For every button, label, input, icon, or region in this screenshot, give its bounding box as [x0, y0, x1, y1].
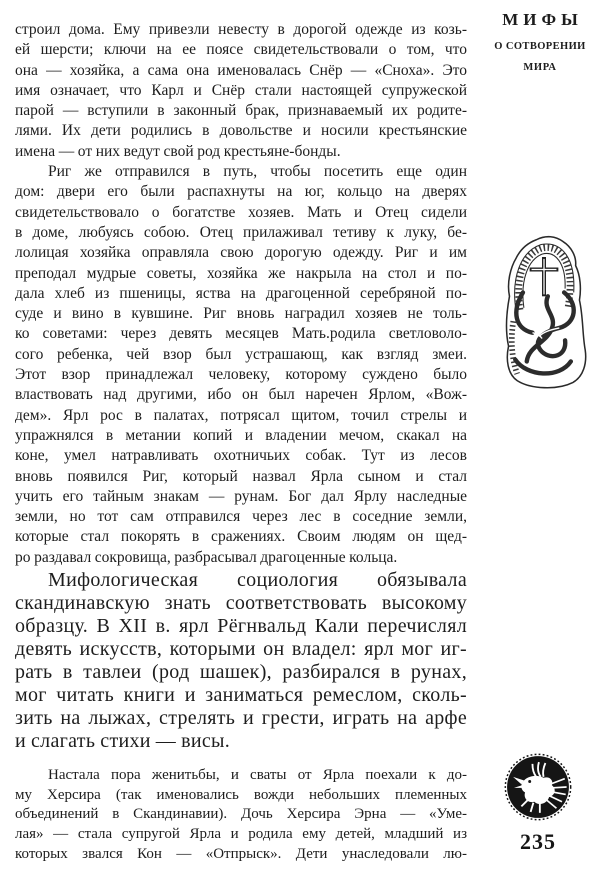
- text-line: сого ребенка, чей взор был устрашающ, как взгляд змеи.: [15, 345, 467, 363]
- text-line: и слагать стихи — висы.: [15, 730, 231, 753]
- text-line: дем». Ярл рос в палатах, потрясал щитом, точил стрелы и: [15, 406, 467, 424]
- running-head-subtitle-1: О СОТВОРЕНИИ: [494, 41, 586, 52]
- text-line: которых звался Кон — «Отпрыск». Дети унаследовали лю-: [15, 845, 467, 862]
- text-line: она — хозяйка, а сама она именовалась Снёр — «Сноха». Это: [15, 61, 467, 79]
- text-line: имена — от них ведут свой род крестьяне-бонды.: [15, 142, 341, 160]
- page-number: 235: [520, 829, 556, 854]
- paragraph-1: [15, 20, 467, 162]
- text-line: Мифологическая социология обязывала: [48, 569, 467, 592]
- text-line: дом: двери его были распахнуты на юг, кольцо на дверях: [15, 183, 467, 201]
- text-line: Настала пора женитьбы, и сваты от Ярла поехали к до-: [48, 767, 467, 784]
- text-line: ко советами: через девять месяцев Мать.родила светловоло-: [15, 325, 467, 343]
- text-line: лями. Их дети родились в довольстве и носили крестьянские: [15, 122, 467, 140]
- running-head-title: МИФЫ: [502, 10, 583, 29]
- text-line: упражнялся в метании копий и владении мечом, скакал на: [15, 426, 467, 444]
- text-line: лолицая хозяйка оправляла свою дорогую одежду. Риг и им: [15, 244, 467, 262]
- text-line: земли, но тот сам отправился через лес в соседние земли,: [15, 508, 467, 526]
- text-line: имя означает, что Карл и Снёр стали настоящей супружеской: [15, 81, 467, 99]
- text-line: коне, умел натравливать охотничьих собак. Тут из лесов: [15, 447, 467, 465]
- text-line: парой — вступили в законный брак, признаваемый их родите-: [15, 102, 467, 120]
- text-line: суде и вино в кувшине. Риг вновь наградил хозяев не толь-: [15, 305, 467, 323]
- text-line: объединений в Скандинавии). Дочь Херсира Эрна — «Уме-: [15, 806, 467, 823]
- text-line: рать в тавлеи (род шашек), разбирался в рунах,: [15, 661, 467, 684]
- paragraph-4: [15, 766, 467, 865]
- text-line: свидетельствовало о богатстве хозяев. Мать и Отец сидели: [15, 203, 467, 221]
- text-line: ро раздавал сокровища, разбрасывал драгоценные кольца.: [15, 548, 398, 566]
- text-line: преподал мудрые советы, хозяйка же накрыла на стол и по-: [15, 264, 467, 282]
- paragraph-3: [15, 569, 467, 753]
- text-line: зить на лыжах, стрелять и грести, играть на арфе: [15, 707, 467, 730]
- publisher-bird-emblem-icon: [502, 751, 574, 823]
- main-text: [15, 20, 467, 865]
- text-line: скандинавскую знать соответствовать высокому: [15, 592, 467, 615]
- text-line: дала хлеб из пшеницы, яства на драгоценной серебряной по-: [15, 284, 467, 302]
- text-line: властвовать над другими, ибо он был наречен Ярлом, «Вож-: [15, 386, 467, 404]
- text-line: учить его тайным знакам — рунам. Бог дал Ярлу наследные: [15, 487, 467, 505]
- text-line: вновь появился Риг, который назвал Ярла сыном и стал: [15, 467, 467, 485]
- running-head: [488, 10, 592, 73]
- text-line: мог читать книги и заниматься ремеслом, сколь-: [15, 684, 467, 707]
- runestone-illustration-icon: [498, 232, 590, 397]
- text-line: в доме, любуясь собою. Отец прилаживал тетиву к луку, бе-: [15, 223, 467, 241]
- text-line: лая» — стала супругой Ярла и родила ему детей, младший из: [15, 826, 467, 843]
- text-line: девять искусств, которыми он владел: ярл мог иг-: [15, 638, 467, 661]
- text-line: ей шерсти; ключи на ее поясе свидетельствовали о том, что: [15, 41, 467, 59]
- text-line: Риг же отправился в путь, чтобы посетить еще один: [48, 163, 467, 181]
- paragraph-2: [15, 162, 467, 568]
- text-line: строил дома. Ему привезли невесту в дорогой одежде из козь-: [15, 21, 467, 38]
- text-line: му Херсира (так именовались вожди небольших племенных: [15, 786, 467, 803]
- text-line: Этот взор принадлежал человеку, которому суждено было: [15, 366, 467, 384]
- text-line: которые стал покорять в сражениях. Своим людям он щед-: [15, 528, 467, 546]
- text-line: образцу. В XII в. ярл Рёгнвальд Кали перечислял: [15, 615, 467, 638]
- running-head-subtitle-2: МИРА: [523, 62, 557, 73]
